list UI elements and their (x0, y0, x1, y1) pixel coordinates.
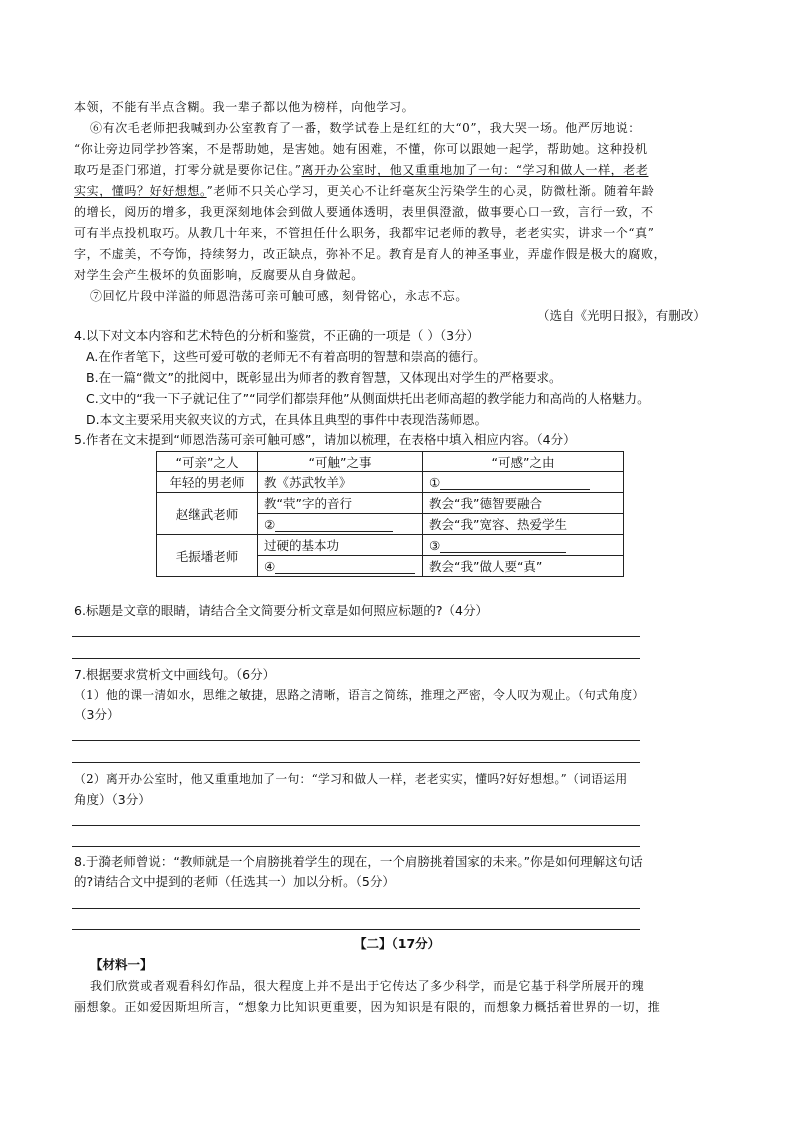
underlined-sentence-part1: 离开办公室时，他又重重地加了一句：“学习和做人一样，老老 (301, 163, 649, 177)
q4-stem: 4.以下对文本内容和艺术特色的分析和鉴赏，不正确的一项是（ ）（3分） (74, 328, 480, 343)
q6-stem: 6.标题是文章的眼睛，请结合全文简要分析文章是如何照应标题的?（4分） (74, 603, 489, 618)
q7-part1-answer-line-2[interactable] (72, 762, 640, 763)
q6-answer-line-1[interactable] (72, 636, 640, 637)
passage-line-1: 本领，不能有半点含糊。我一辈子都以他为榜样，向他学习。 (74, 100, 415, 114)
q8-stem-line2: 的?请结合文中提到的老师（任选其一）加以分析。（5分） (74, 874, 395, 889)
cell-event-2: 教“茕”字的音行 (258, 493, 423, 514)
cell-reason-1[interactable] (423, 472, 624, 493)
cell-reason-2: 教会“我”德智要融合 (423, 493, 624, 514)
cell-event-3[interactable] (258, 514, 423, 535)
cell-event-1: 教《苏武牧羊》 (258, 472, 423, 493)
passage-line-5 (74, 183, 654, 199)
passage-line-4 (74, 162, 648, 178)
q6-answer-line-2[interactable] (72, 658, 640, 659)
table-row (157, 472, 624, 493)
answer-blank-2[interactable] (275, 517, 393, 532)
q4-option-a: A.在作者笔下，这些可爱可敬的老师无不有着高明的智慧和崇高的德行。 (86, 349, 486, 364)
blank-number-2: ② (264, 516, 276, 532)
q7-part2-answer-line-1[interactable] (72, 825, 640, 826)
cell-person-1: 年轻的男老师 (157, 472, 258, 493)
cell-event-4: 过硬的基本功 (258, 535, 423, 556)
answer-blank-4[interactable] (275, 559, 415, 574)
underlined-sentence-part2: 实实，懂吗？好好想想。 (74, 184, 207, 198)
table-row (157, 493, 624, 514)
cell-person-zhao: 赵继武老师 (157, 493, 258, 535)
answer-blank-3[interactable] (440, 538, 566, 553)
q8-answer-line-1[interactable] (72, 908, 640, 909)
q8-stem-line1: 8.于漪老师曾说：“教师就是一个肩膀挑着学生的现在，一个肩膀挑着国家的未来。”你是如何理解这句话 (74, 854, 643, 869)
blank-number-3: ③ (429, 537, 441, 553)
q5-table (156, 451, 624, 577)
material-1-heading: 【材料一】 (90, 957, 153, 972)
passage-line-8: 字，不虚美，不夸饰，持续努力，改正缺点，弥补不足。教育是育人的神圣事业，弄虚作假是极大的腐败， (74, 247, 667, 261)
blank-number-1: ① (429, 474, 441, 490)
q4-option-c: C.文中的“我一下子就记住了”“同学们都崇拜他”从侧面烘托出老师高超的教学能力和高尚的人格魅力。 (86, 391, 650, 406)
q4-option-b: B.在一篇“微文”的批阅中，既彰显出为师者的教育智慧，又体现出对学生的严格要求。 (86, 370, 562, 385)
passage-line-4-text: 取巧是歪门邪道，打零分就是要你记住。” (74, 163, 302, 177)
cell-event-5[interactable] (258, 556, 423, 577)
material-1-line-2: 丽想象。正如爱因斯坦所言，“想象力比知识更重要，因为知识是有限的，而想象力概括着世界的一切，推 (74, 1000, 661, 1014)
q8-answer-line-2[interactable] (72, 929, 640, 930)
cell-reason-3: 教会“我”宽容、热爱学生 (423, 514, 624, 535)
q7-part2-answer-line-2[interactable] (72, 846, 640, 847)
cell-person-mao: 毛振墦老师 (157, 535, 258, 577)
table-header-row (157, 452, 624, 472)
q4-option-d: D.本文主要采用夹叙夹议的方式，在具体且典型的事件中表现浩荡师恩。 (86, 412, 488, 427)
passage-line-3: “你让旁边同学抄答案，不是帮助她，是害她。她有困难，不懂，你可以跟她一起学，帮助她。这种投机 (74, 142, 648, 156)
passage-line-9: 对学生会产生极坏的负面影响，反腐要从自身做起。 (74, 268, 364, 282)
passage-line-7: 可有半点投机取巧。从教几十年来，不管担任什么职务，我都牢记老师的教导，老老实实，讲求一个“真” (74, 226, 655, 240)
header-event: “可触”之事 (258, 452, 423, 472)
q7-part2-line1: （2）离开办公室时，他又重重地加了一句：“学习和做人一样，老老实实，懂吗?好好想想。”（词语运用 (74, 772, 628, 786)
passage-line-5-text: ”老师不只关心学习，更关心不让纤毫灰尘污染学生的心灵，防微杜渐。随着年龄 (206, 184, 655, 198)
header-person: “可亲”之人 (157, 452, 258, 472)
section-2-title: 【二】（17分） (354, 936, 441, 951)
passage-line-6: 的增长，阅历的增多，我更深刻地体会到做人要通体透明，表里俱澄澈，做事要心口一致，言行一致，不 (74, 205, 654, 219)
q7-part1-answer-line-1[interactable] (72, 740, 640, 741)
passage-line-10: ⑦回忆片段中洋溢的师恩浩荡可亲可触可感，刻骨铭心，永志不忘。 (90, 289, 469, 303)
header-reason: “可感”之由 (423, 452, 624, 472)
passage-line-2: ⑥有次毛老师把我喊到办公室教育了一番，数学试卷上是红红的大“0”，我大哭一场。他严厉地说： (90, 121, 641, 135)
q7-part1-line1: （1）他的课一清如水，思维之敏捷，思路之清晰，语言之简练，推理之严密，令人叹为观止。（句式角度） (74, 688, 645, 702)
q7-part2-line2: 角度）（3分） (74, 792, 151, 807)
blank-number-4: ④ (264, 558, 276, 574)
table-row (157, 535, 624, 556)
q5-stem: 5.作者在文末提到“师恩浩荡可亲可触可感”，请加以梳理，在表格中填入相应内容。（4分） (74, 432, 576, 447)
material-1-line-1: 我们欣赏或者观看科幻作品，很大程度上并不是出于它传达了多少科学，而是它基于科学所展开的瑰 (90, 979, 645, 993)
answer-blank-1[interactable] (440, 475, 590, 490)
passage-source: （选自《光明日报》，有删改） (537, 308, 706, 323)
q7-part1-line2: （3分） (74, 707, 120, 722)
cell-reason-5: 教会“我”做人要“真” (423, 556, 624, 577)
q7-stem: 7.根据要求赏析文中画线句。（6分） (74, 667, 276, 682)
cell-reason-4[interactable] (423, 535, 624, 556)
